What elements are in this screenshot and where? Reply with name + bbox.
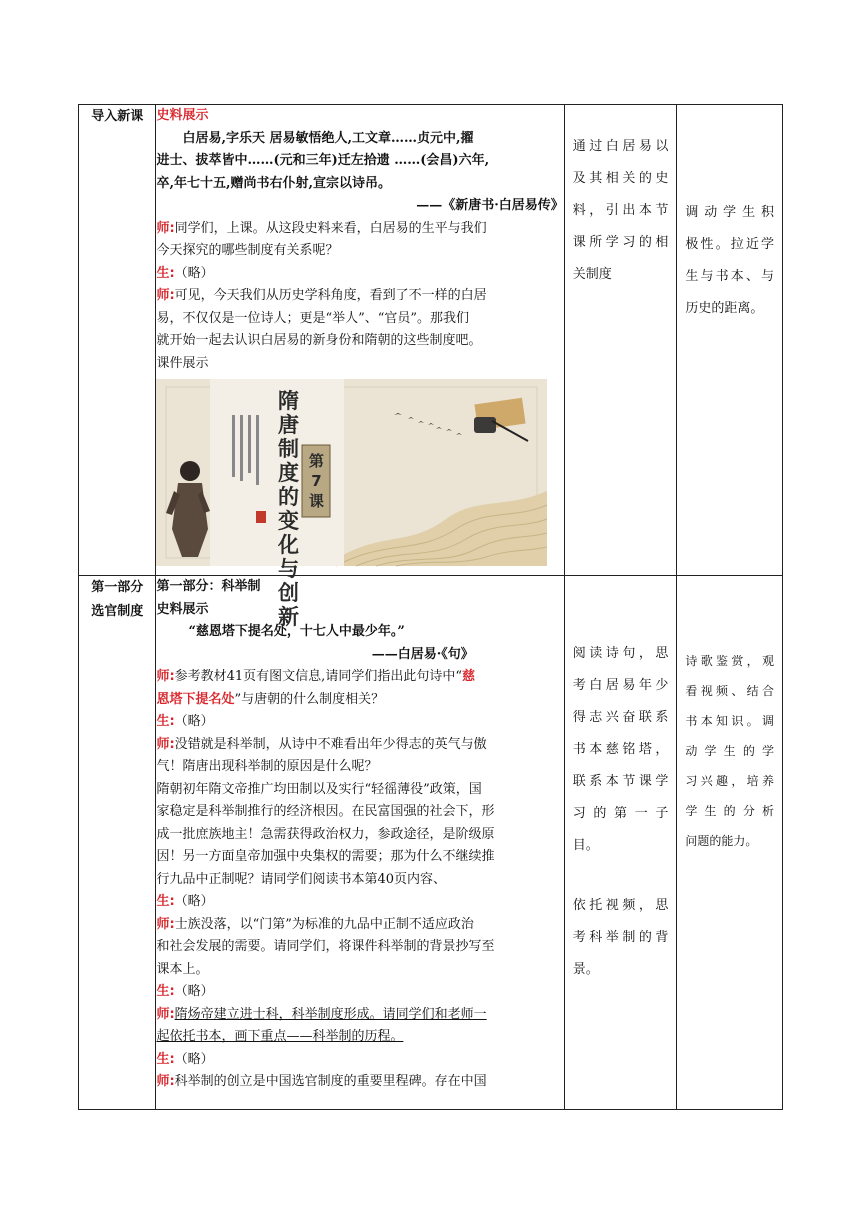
student-label: 生: <box>156 714 175 729</box>
teacher-line <box>156 1004 563 1027</box>
student-text: （略） <box>174 265 214 281</box>
quote-line: 白居易,字乐天 居易敏悟绝人,工文章……贞元中,擢 <box>182 130 474 146</box>
student-line <box>156 711 563 734</box>
teacher-text: 参考教材41页有图文信息,请同学们指出此句诗中“ <box>174 669 462 684</box>
teacher-text: 可见，今天我们从历史学科角度，看到了不一样的白居 <box>174 288 487 303</box>
purpose-line: 学生的分析 <box>685 804 774 818</box>
quote-source: ——《新唐书·白居易传》 <box>416 198 564 213</box>
purpose-line: 诗歌鉴赏，观 <box>685 654 774 668</box>
table-row <box>79 105 783 576</box>
purpose-line: 习兴趣，培养 <box>685 774 774 788</box>
design-line: 习的第一子 <box>572 806 669 821</box>
teacher-line <box>156 734 563 757</box>
teacher-text: ”与唐朝的什么制度相关？ <box>234 691 385 707</box>
teacher-text: 隋炀帝建立进士科，科举制度形成。请同学们和老师一 <box>174 1006 487 1022</box>
table-row <box>79 576 783 1110</box>
section-title-line: 选官制度 <box>91 604 144 619</box>
seal-icon <box>256 511 266 523</box>
design-line: 通过白居易以 <box>572 139 669 154</box>
teacher-label: 师: <box>156 1074 175 1089</box>
teacher-label: 师: <box>156 669 175 684</box>
student-label: 生: <box>156 1051 175 1067</box>
heading: 史料展示 <box>156 108 209 123</box>
teacher-label: 师: <box>156 736 175 752</box>
content-cell <box>156 576 564 1110</box>
teacher-text: 没错就是科举制，从诗中不难看出年少得志的英气与傲 <box>174 736 487 752</box>
poem-quote: “慈恩塔下提名处，十七人中最少年。” <box>188 624 405 639</box>
teacher-line <box>156 285 563 308</box>
student-line <box>156 981 563 1004</box>
design-line: 关制度 <box>572 267 612 282</box>
design-line: 景。 <box>572 962 599 977</box>
student-line <box>156 891 563 914</box>
teacher-text: 课本上。 <box>156 961 209 977</box>
slide-title: 隋唐制度的变化与创新 <box>277 389 299 629</box>
teacher-label: 师: <box>156 220 175 236</box>
student-text: （略） <box>174 984 214 999</box>
design-line: 得志兴奋联系 <box>572 710 669 725</box>
design-line: 料，引出本节 <box>572 203 669 218</box>
student-text: （略） <box>174 1051 214 1067</box>
heading: 史料展示 <box>156 601 209 617</box>
student-text: （略） <box>174 894 214 909</box>
courseware-label: 课件展示 <box>156 355 209 371</box>
teacher-line <box>156 218 563 241</box>
teacher-text: 科举制的创立是中国选官制度的重要里程碑。存在中国 <box>174 1074 487 1089</box>
teacher-label: 师: <box>156 1006 175 1022</box>
design-line: 目。 <box>572 838 599 853</box>
teacher-label: 师: <box>156 916 175 932</box>
purpose-cell <box>677 105 783 576</box>
paragraph-line: 家稳定是科举制推行的经济根因。在民富国强的社会下，形 <box>156 804 495 819</box>
purpose-cell <box>677 576 783 1110</box>
student-label: 生: <box>156 894 175 909</box>
teacher-text: 今天探究的哪些制度有关系呢？ <box>156 243 339 258</box>
teacher-text: 士族没落，以“门第”为标准的九品中正制不适应政治 <box>174 916 474 932</box>
quote-line: 进士、拔萃皆中……(元和三年)迁左拾遗 ……(会昌)六年, <box>156 153 490 168</box>
design-line: 联系本节课学 <box>572 774 669 789</box>
part-title: 第一部分：科举制 <box>156 579 261 594</box>
design-line: 阅读诗句，思 <box>572 646 669 661</box>
purpose-line: 看视频、结合 <box>685 684 774 698</box>
purpose-line: 动学生的学 <box>685 744 774 758</box>
purpose-line: 书本知识。调 <box>685 714 774 728</box>
lesson-plan-table <box>78 104 783 1110</box>
section-title <box>79 576 155 624</box>
design-line: 课所学习的相 <box>572 235 669 250</box>
purpose-line: 极性。拉近学 <box>685 237 774 252</box>
section-cell <box>79 105 156 576</box>
purpose-line: 历史的距离。 <box>685 301 764 316</box>
design-cell <box>564 105 677 576</box>
paragraph-line: 行九品中正制呢？请同学们阅读书本第40页内容、 <box>156 871 446 887</box>
slide-lesson-badge: 第7课 <box>308 452 324 510</box>
teacher-text: 易，不仅仅是一位诗人；更是“举人”、“官员”。那我们 <box>156 310 470 326</box>
paragraph-line: 隋朝初年隋文帝推广均田制以及实行“轻徭薄役”政策，国 <box>156 781 482 797</box>
design-line: 考白居易年少 <box>572 678 669 693</box>
teacher-label: 师: <box>156 288 175 303</box>
section-title: 导入新课 <box>91 109 144 124</box>
emphasis-text: 恩塔下提名处 <box>156 691 235 707</box>
purpose-line: 问题的能力。 <box>685 834 758 848</box>
paragraph-line: 因！另一方面皇帝加强中央集权的需要；那为什么不继续推 <box>156 849 495 864</box>
student-label: 生: <box>156 984 175 999</box>
student-label: 生: <box>156 265 175 281</box>
teacher-line <box>156 1071 563 1094</box>
student-line <box>156 1049 563 1072</box>
design-line: 书本慈铭塔， <box>572 742 669 757</box>
teacher-text: 就开始一起去认识白居易的新身份和隋朝的这些制度吧。 <box>156 333 482 348</box>
design-line: 及其相关的史 <box>572 171 669 186</box>
paragraph-line: 成一批庶族地主！急需获得政治权力，参政途径，是阶级原 <box>156 826 495 842</box>
section-title-line: 第一部分 <box>91 580 144 595</box>
teacher-text: 和社会发展的需要。请同学们，将课件科举制的背景抄写至 <box>156 939 495 954</box>
purpose-line: 调动学生积 <box>685 205 774 220</box>
design-cell <box>564 576 677 1110</box>
teacher-text: 起依托书本，画下重点——科举制的历程。 <box>156 1029 404 1044</box>
teacher-line <box>156 689 563 712</box>
section-cell <box>79 576 156 1110</box>
poem-source: ——白居易·《句》 <box>371 646 474 662</box>
design-line: 考科举制的背 <box>572 930 669 945</box>
quote-line: 卒,年七十五,赠尚书右仆射,宣宗以诗吊。 <box>156 175 392 191</box>
design-line: 依托视频，思 <box>572 898 669 913</box>
emphasis-text: 慈 <box>461 669 475 684</box>
teacher-line <box>156 666 563 689</box>
purpose-line: 生与书本、与 <box>685 269 774 284</box>
teacher-line <box>156 914 563 937</box>
student-text: （略） <box>174 714 214 729</box>
teacher-text: 气！隋唐出现科举制的原因是什么呢？ <box>156 759 378 774</box>
student-line <box>156 263 563 286</box>
slide-art <box>156 379 547 566</box>
teacher-text: 同学们，上课。从这段史料来看，白居易的生平与我们 <box>174 220 487 236</box>
